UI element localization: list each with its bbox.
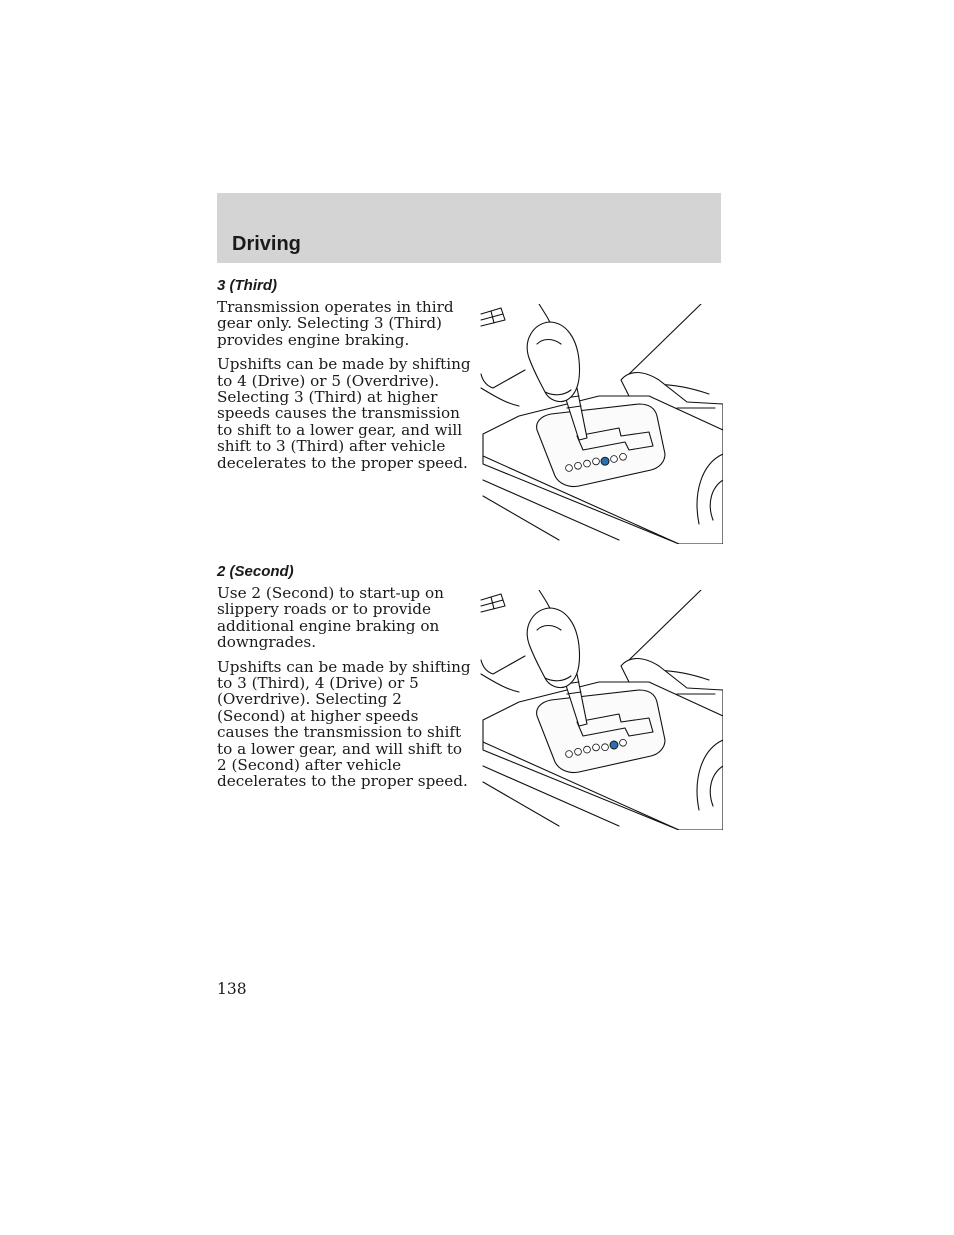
- gear-indicator: [593, 744, 600, 751]
- section-body: [217, 585, 473, 798]
- section-title: Driving: [232, 233, 301, 255]
- paragraph: Transmission operates in third gear only. Selecting 3 (Third) provides engine braking.: [217, 298, 454, 349]
- page-number: 138: [217, 980, 247, 998]
- paragraph: Upshifts can be made by shifting to 4 (Drive) or 5 (Overdrive). Selecting 3 (Third) at higher speeds causes the transmission to shift to a lower gear, and will shift to 3 (Third) after vehicle decelerates to the proper speed.: [217, 355, 471, 472]
- gear-indicator: [566, 465, 573, 472]
- dash-panel-line: [481, 656, 525, 674]
- gear-indicator: [593, 458, 600, 465]
- gear-indicator: [620, 739, 627, 746]
- shifter-knob: [527, 608, 579, 688]
- console-edge: [483, 496, 559, 540]
- gear-indicator: [611, 456, 618, 463]
- gear-indicator: [575, 462, 582, 469]
- gear-shifter-illustration: [479, 590, 723, 830]
- gear-indicator: [584, 746, 591, 753]
- gear-indicator: [584, 460, 591, 467]
- section-header-band: [217, 193, 721, 263]
- gear-indicator: [620, 453, 627, 460]
- shifter-knob: [527, 322, 579, 402]
- section-third-gear: [217, 277, 721, 547]
- paragraph: Use 2 (Second) to start-up on slippery roads or to provide additional engine braking on downgrades.: [217, 584, 444, 652]
- air-vent: [481, 308, 505, 326]
- seat-edge: [627, 590, 701, 662]
- section-second-gear: [217, 563, 721, 833]
- section-body: [217, 299, 473, 479]
- air-vent: [481, 594, 505, 612]
- dash-panel-line: [481, 674, 519, 692]
- gear-indicator: [602, 744, 609, 751]
- gear-indicator-active: [610, 741, 618, 749]
- seat-edge: [627, 304, 701, 376]
- console-edge: [483, 782, 559, 826]
- dash-panel-line: [481, 388, 519, 406]
- gear-indicator: [566, 751, 573, 758]
- gear-indicator-active: [601, 457, 609, 465]
- gear-shifter-illustration: [479, 304, 723, 544]
- dash-panel-line: [481, 370, 525, 388]
- gear-indicator: [575, 748, 582, 755]
- paragraph: Upshifts can be made by shifting to 3 (Third), 4 (Drive) or 5 (Overdrive). Selecting 2 (Second) at higher speeds causes the transmission to shift to a lower gear, and will shift to 2 (Second) after vehicle decelerates to the proper speed.: [217, 657, 471, 791]
- section-heading: 3 (Third): [217, 277, 277, 294]
- gear-shifter-console-icon: [479, 590, 723, 830]
- section-heading: 2 (Second): [217, 563, 294, 580]
- gear-shifter-console-icon: [479, 304, 723, 544]
